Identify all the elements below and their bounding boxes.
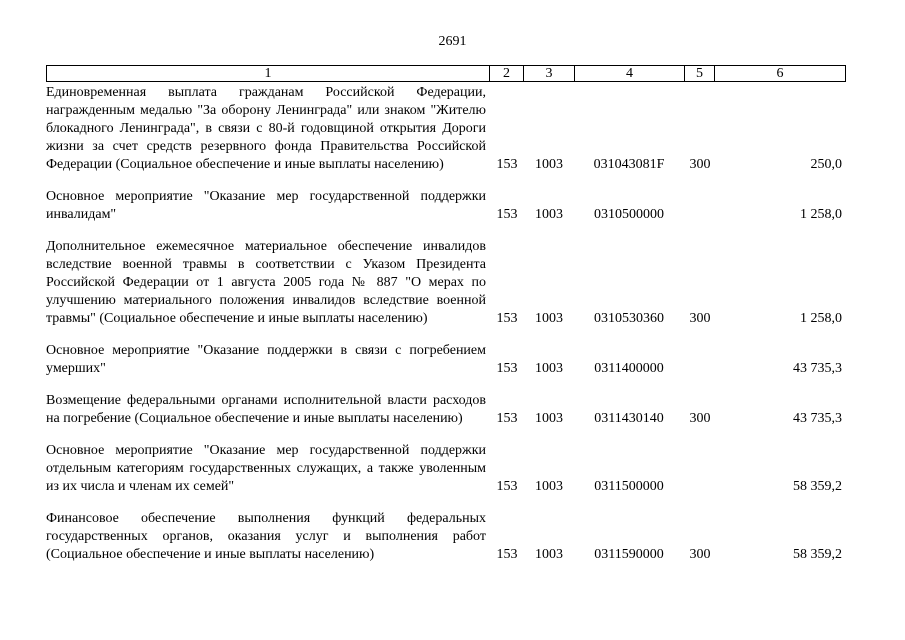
- row-ministry-code: 153: [496, 547, 518, 562]
- table-body: [46, 84, 846, 578]
- row-section-code: 1003: [535, 479, 563, 494]
- header-col-1: 1: [47, 66, 490, 81]
- table-row: [46, 84, 846, 174]
- row-section-code: 1003: [535, 411, 563, 426]
- row-amount: 1 258,0: [800, 207, 842, 222]
- row-name: Дополнительное ежемесячное материальное обеспечение инвалидов вследствие военной травмы в соответствии с Указом Президента Российской Федерации от 1 августа 2005 года № 887 "О мерах по улучшению материального положения инвалидов вследствие военной травмы" (Социальное обеспечение и иные выплаты населению): [46, 239, 486, 326]
- row-expense-type: 300: [689, 411, 711, 426]
- row-expense-type: 300: [689, 157, 711, 172]
- row-ministry-code: 153: [496, 479, 518, 494]
- header-col-2: 2: [490, 66, 524, 81]
- row-expense-type: 300: [689, 547, 711, 562]
- table-row: [46, 238, 846, 328]
- row-amount: 1 258,0: [800, 311, 842, 326]
- table-row: [46, 442, 846, 496]
- header-col-4: 4: [575, 66, 685, 81]
- row-section-code: 1003: [535, 157, 563, 172]
- header-col-5: 5: [685, 66, 715, 81]
- row-ministry-code: 153: [496, 361, 518, 376]
- row-ministry-code: 153: [496, 411, 518, 426]
- table-row: [46, 342, 846, 378]
- table-header: [46, 65, 846, 82]
- row-name: Финансовое обеспечение выполнения функций федеральных государственных органов, оказания услуг и выполнения работ (Социальное обеспечение и иные выплаты населению): [46, 511, 486, 562]
- row-amount: 58 359,2: [793, 547, 842, 562]
- table-row: [46, 510, 846, 564]
- row-name: Основное мероприятие "Оказание поддержки в связи с погребением умерших": [46, 343, 486, 376]
- header-col-3: 3: [524, 66, 575, 81]
- row-name: Единовременная выплата гражданам Российской Федерации, награжденным медалью "За оборону Ленинграда" или знаком "Жителю блокадного Ленинграда", в связи с 80-й годовщиной открытия Дороги жизни за счет средств резервного фонда Правительства Российской Федерации (Социальное обеспечение и иные выплаты населению): [46, 85, 486, 172]
- row-target-code: 0310500000: [594, 207, 664, 222]
- row-section-code: 1003: [535, 311, 563, 326]
- row-amount: 58 359,2: [793, 479, 842, 494]
- row-ministry-code: 153: [496, 207, 518, 222]
- row-section-code: 1003: [535, 207, 563, 222]
- row-name: Основное мероприятие "Оказание мер государственной поддержки инвалидам": [46, 189, 486, 222]
- row-target-code: 0311590000: [594, 547, 664, 562]
- row-amount: 43 735,3: [793, 411, 842, 426]
- row-ministry-code: 153: [496, 157, 518, 172]
- row-expense-type: 300: [689, 311, 711, 326]
- row-ministry-code: 153: [496, 311, 518, 326]
- row-section-code: 1003: [535, 361, 563, 376]
- row-amount: 250,0: [810, 157, 842, 172]
- header-col-6: 6: [776, 66, 784, 81]
- row-name: Возмещение федеральными органами исполнительной власти расходов на погребение (Социальное обеспечение и иные выплаты населению): [46, 393, 486, 426]
- table-row: [46, 188, 846, 224]
- page-number: 2691: [438, 34, 467, 49]
- row-target-code: 0310530360: [594, 311, 664, 326]
- row-target-code: 0311500000: [594, 479, 664, 494]
- row-section-code: 1003: [535, 547, 563, 562]
- table-row: [46, 392, 846, 428]
- row-amount: 43 735,3: [793, 361, 842, 376]
- row-name: Основное мероприятие "Оказание мер государственной поддержки отдельным категориям государственных служащих, а также уволенным из их числа и членам их семей": [46, 443, 486, 494]
- row-target-code: 031043081F: [593, 157, 665, 172]
- row-target-code: 0311400000: [594, 361, 664, 376]
- row-target-code: 0311430140: [594, 411, 664, 426]
